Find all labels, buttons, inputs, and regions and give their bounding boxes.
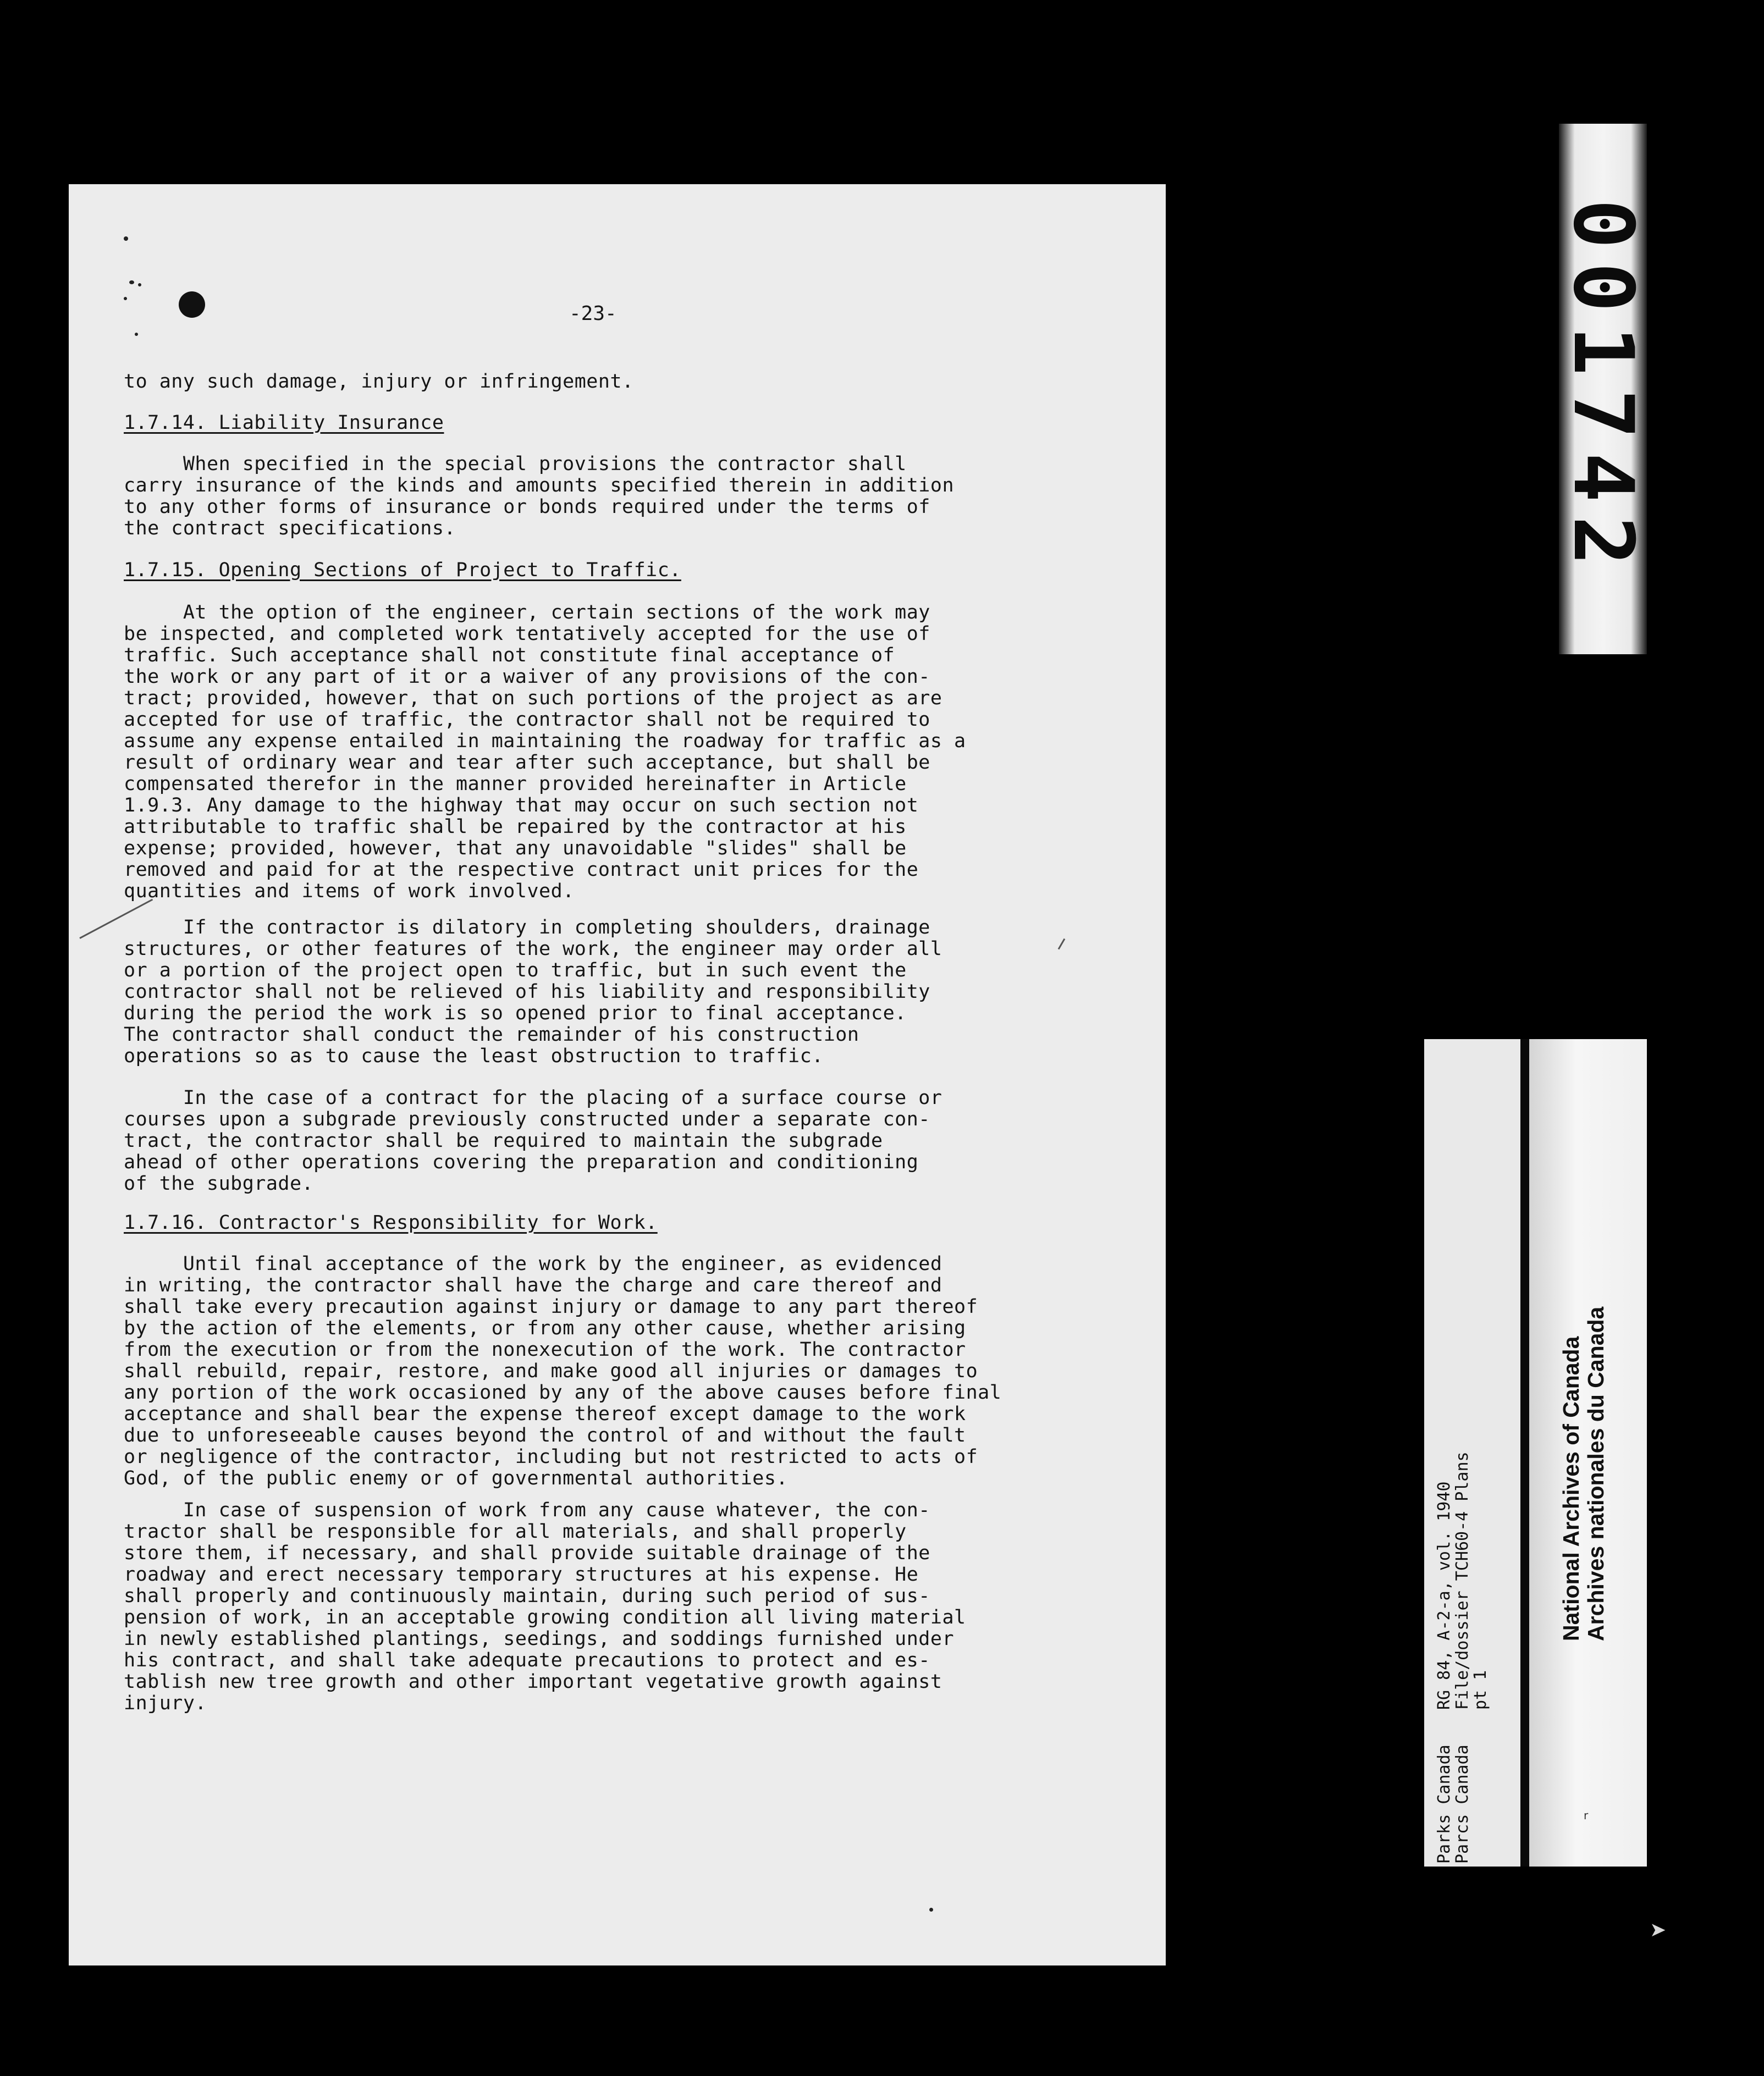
lead-line: to any such damage, injury or infringement.	[124, 371, 634, 393]
speck	[124, 236, 128, 241]
tiny-mark: r	[1584, 1809, 1589, 1822]
section-heading	[124, 560, 681, 581]
creator-text: Parks Canada Parcs Canada	[1435, 1744, 1472, 1864]
speck	[138, 283, 141, 286]
institution-label	[1559, 1307, 1608, 1641]
reel-number-strip	[1555, 124, 1651, 654]
document-page	[69, 184, 1166, 1965]
page-number: -23-	[569, 302, 617, 325]
paragraph: At the option of the engineer, certain sections of the work may be inspected, and completed work tentatively accepted for the use of traffic. Such acceptance shall not constitute final acceptance of the work or any part of it or a waiver of any provisions of the con- tract; provided, however, that on such portions of the project as are accepted for use of traffic, the contractor shall not be required to assume any expense entailed in maintaining the roadway for traffic as a result of ordinary wear and tear after such acceptance, but shall be compensated therefor in the manner provided hereinafter in Article 1.9.3. Any damage to the highway that may occur on such section not attributable to traffic shall be repaired by the contractor at his expense; provided, however, that any unavoidable "slides" shall be removed and paid for at the respective contract unit prices for the quantities and items of work involved.	[124, 601, 966, 902]
creator-label	[1435, 1744, 1471, 1864]
paragraph: If the contractor is dilatory in completing shoulders, drainage structures, or other features of the work, the engineer may order all or a portion of the project open to traffic, but in such event the contractor shall not be relieved of his liability and responsibility during the period the work is so opened prior to final acceptance. The contractor shall conduct the remainder of his construction operations so as to cause the least obstruction to traffic.	[124, 916, 942, 1067]
speck	[135, 333, 138, 336]
section-heading	[124, 1212, 658, 1234]
institution-text: National Archives of Canada Archives nationales du Canada	[1558, 1306, 1608, 1641]
heading-text: 1.7.15. Opening Sections of Project to Traffic.	[124, 559, 681, 581]
label-divider	[1520, 1039, 1529, 1867]
paragraph: Until final acceptance of the work by the engineer, as evidenced in writing, the contractor shall have the charge and care thereof and shall take every precaution against injury or damage to any part thereof by the action of the elements, or from any other cause, whether arising from the execution or from the nonexecution of the work. The contractor shall rebuild, repair, restore, and make good all injuries or damages to any portion of the work occasioned by any of the above causes before final acceptance and shall bear the expense thereof except damage to the work due to unforeseeable causes beyond the control of and without the fault or negligence of the contractor, including but not restricted to acts of God, of the public enemy or of governmental authorities.	[124, 1253, 1002, 1489]
fond-reference	[1435, 1451, 1490, 1710]
heading-text: 1.7.14. Liability Insurance	[124, 412, 444, 434]
speck	[124, 297, 127, 300]
paragraph: In the case of a contract for the placing of a surface course or courses upon a subgrade previously constructed under a separate con- tract, the contractor shall be required to maintain the subgrade ahead of other operations covering the preparation and conditioning of the subgrade.	[124, 1087, 942, 1195]
paragraph: In case of suspension of work from any cause whatever, the con- tractor shall be responsible for all materials, and shall properly store them, if necessary, and shall provide suitable drainage of the roadway and erect necessary temporary structures at his expense. He shall properly and continuously maintain, during such period of sus- pension of work, in an acceptable growing condition all living material in newly established plantings, seedings, and soddings furnished under his contract, and shall take adequate precautions to protect and es- tablish new tree growth and other important vegetative growth against injury.	[124, 1499, 966, 1714]
archive-label	[1424, 1039, 1647, 1867]
paragraph: When specified in the special provisions the contractor shall carry insurance of the kinds and amounts specified therein in addition to any other forms of insurance or bonds required under the terms of the contract specifications.	[124, 453, 955, 539]
reel-number: 001742	[1555, 198, 1651, 579]
corner-arrow-icon: ➤	[1650, 1919, 1667, 1941]
fond-reference-text: RG 84, A-2-a, vol. 1940 File/dossier TCH60-4 Plans pt 1	[1435, 1451, 1490, 1710]
speck	[129, 280, 134, 284]
pen-stroke	[1058, 938, 1066, 950]
ink-blot	[179, 291, 205, 318]
section-heading	[124, 412, 444, 434]
heading-text: 1.7.16. Contractor's Responsibility for Work.	[124, 1212, 658, 1234]
speck	[929, 1908, 933, 1912]
